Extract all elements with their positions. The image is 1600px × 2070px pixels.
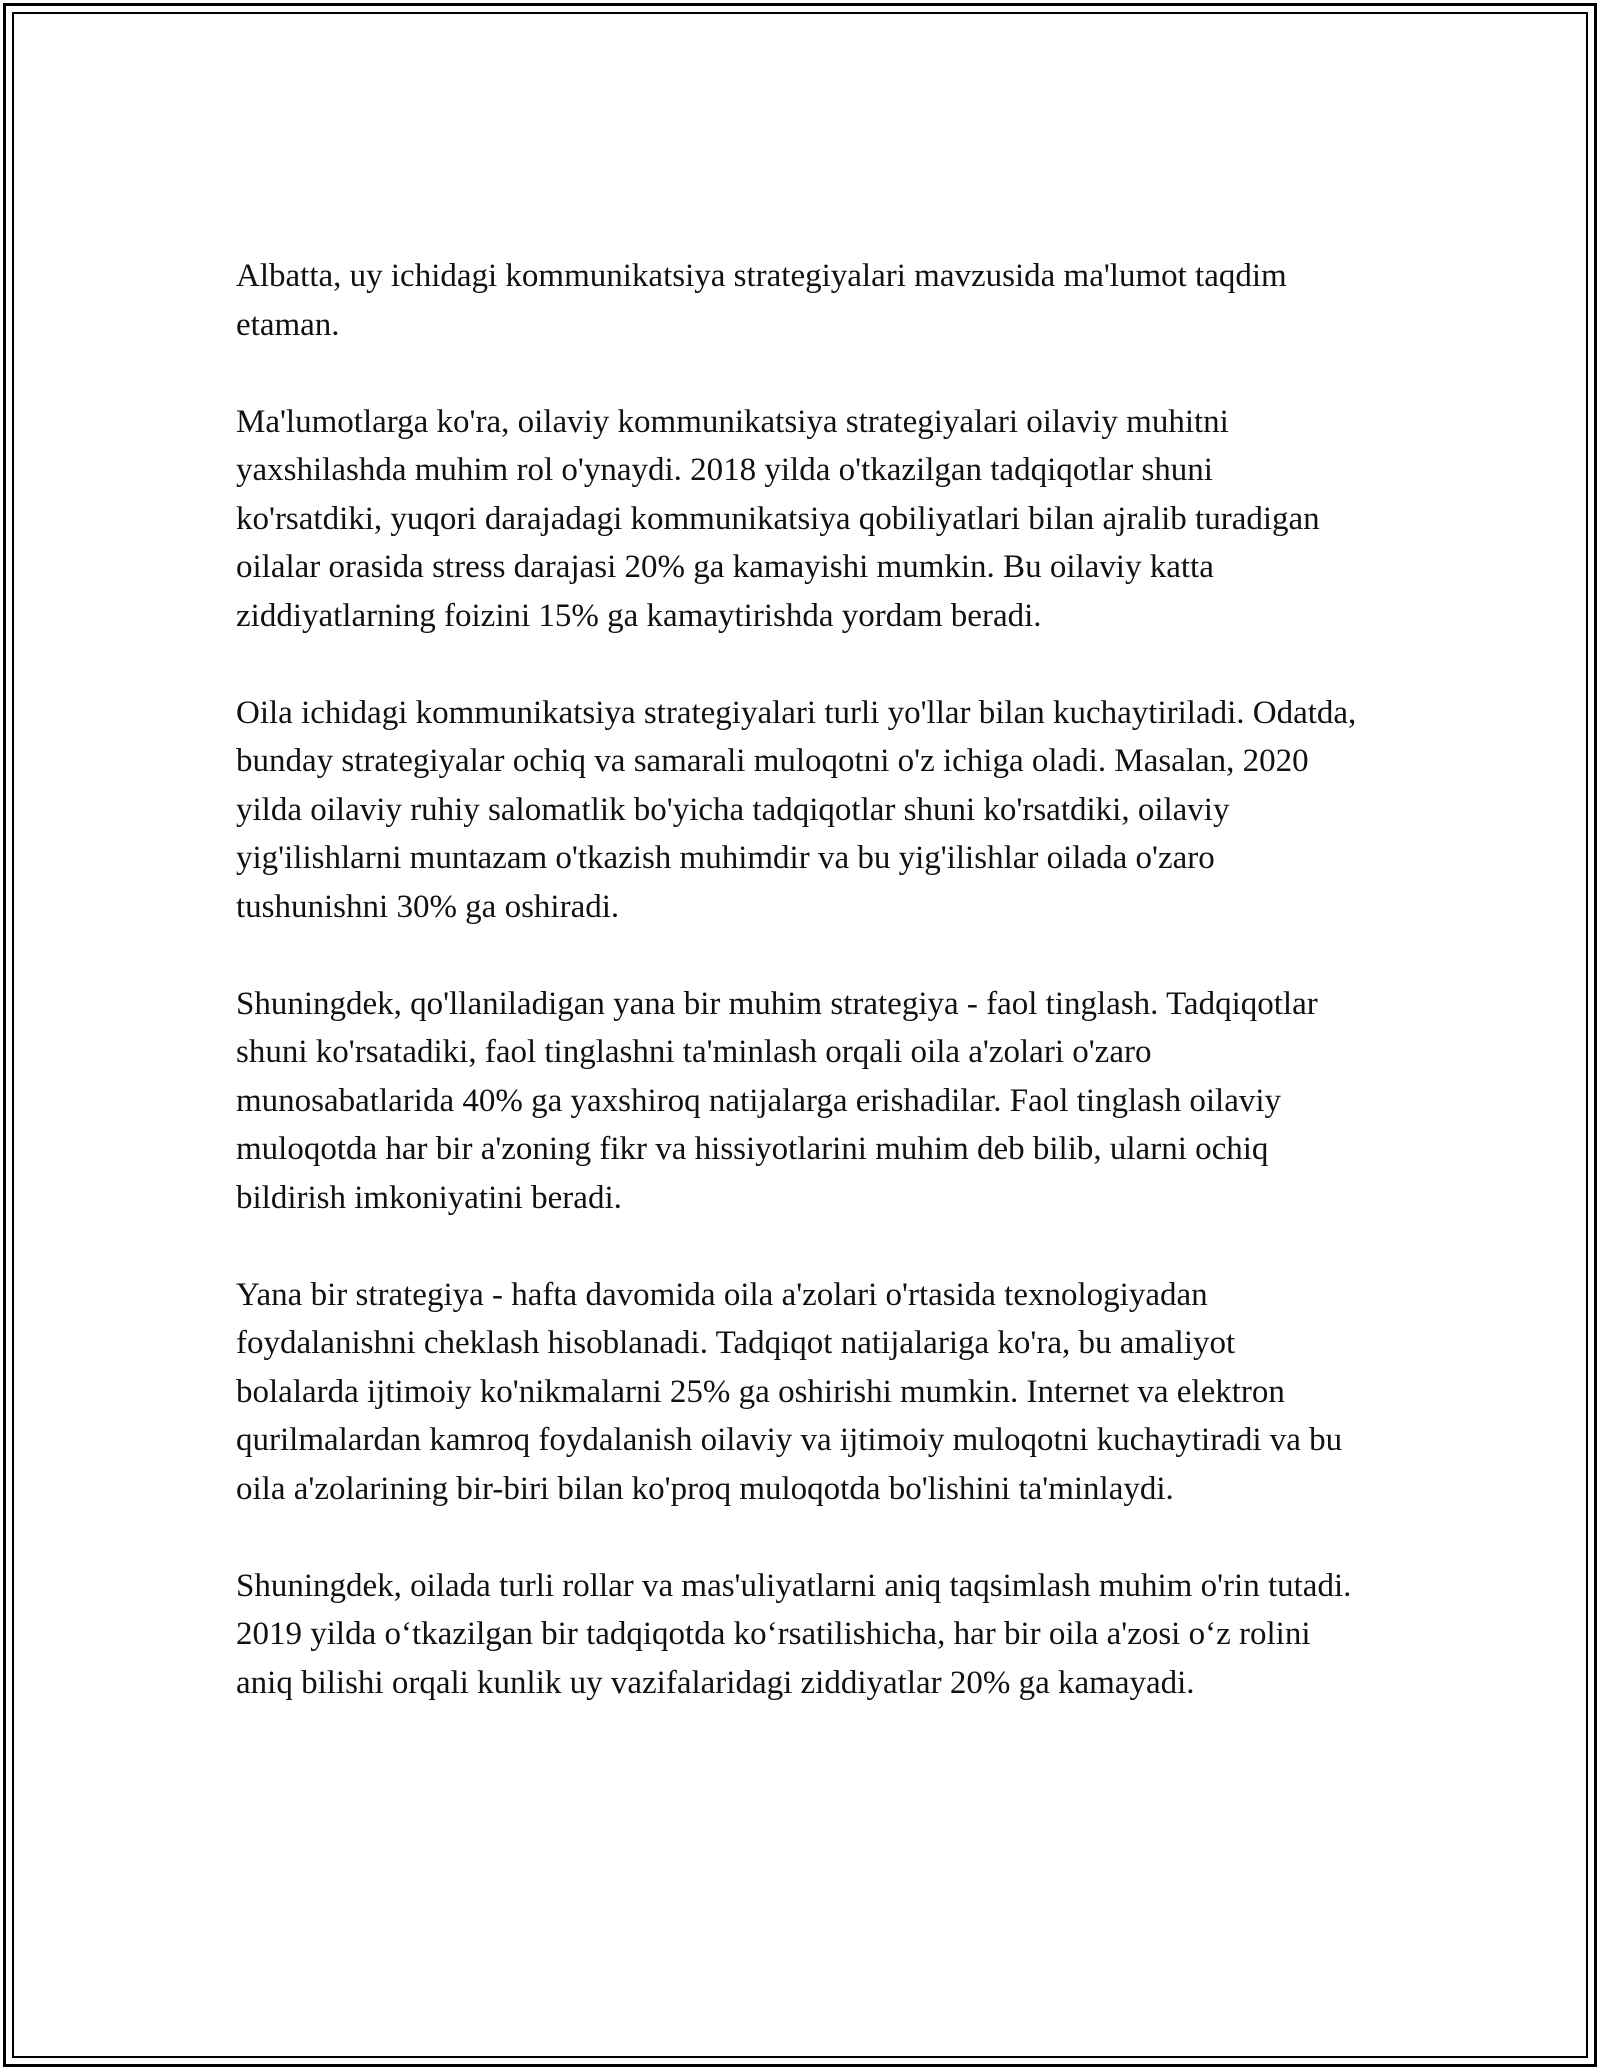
paragraph-roles-responsibilities: Shuningdek, oilada turli rollar va mas'uliyatlarni aniq taqsimlash muhim o'rin tutadi. 2019 yilda o‘tkazilgan bir tadqiqotda ko‘rsatilishicha, har bir oila a'zosi o‘z rolini aniq bilishi orqali kunlik uy vazifalaridagi ziddiyatlar 20% ga kamayadi.: [236, 1567, 1352, 1701]
paragraph-active-listening: Shuningdek, qo'llaniladigan yana bir muhim strategiya - faol tinglash. Tadqiqotlar shuni ko'rsatadiki, faol tinglashni ta'minlash orqali oila a'zolari o'zaro munosabatlarida 40% ga yaxshiroq natijalarga erishadilar. Faol tinglash oilaviy muloqotda har bir a'zoning fikr va hissiyotlarini muhim deb bilib, ularni ochiq bildirish imkoniyatini beradi.: [236, 985, 1318, 1216]
paragraph-communication-role: Ma'lumotlarga ko'ra, oilaviy kommunikatsiya strategiyalari oilaviy muhitni yaxshilashda muhim rol o'ynaydi. 2018 yilda o'tkazilgan tadqiqotlar shuni ko'rsatdiki, yuqori darajadagi kommunikatsiya qobiliyatlari bilan ajralib turadigan oilalar orasida stress darajasi 20% ga kamayishi mumkin. Bu oilaviy katta ziddiyatlarning foizini 15% ga kamaytirishda yordam beradi.: [236, 403, 1320, 634]
paragraph-open-communication: Oila ichidagi kommunikatsiya strategiyalari turli yo'llar bilan kuchaytiriladi. Odatda, bunday strategiyalar ochiq va samarali muloqotni o'z ichiga oladi. Masalan, 2020 yilda oilaviy ruhiy salomatlik bo'yicha tadqiqotlar shuni ko'rsatdiki, oilaviy yig'ilishlarni muntazam o'tkazish muhimdir va bu yig'ilishlar oilada o'zaro tushunishni 30% ga oshiradi.: [236, 694, 1357, 925]
paragraph-technology-limits: Yana bir strategiya - hafta davomida oila a'zolari o'rtasida texnologiyadan foydalanishni cheklash hisoblanadi. Tadqiqot natijalariga ko'ra, bu amaliyot bolalarda ijtimoiy ko'nikmalarni 25% ga oshirishi mumkin. Internet va elektron qurilmalardan kamroq foydalanish oilaviy va ijtimoiy muloqotni kuchaytiradi va bu oila a'zolarining bir-biri bilan ko'proq muloqotda bo'lishini ta'minlaydi.: [236, 1276, 1343, 1507]
document-body: [236, 252, 1366, 1707]
paragraph-intro: Albatta, uy ichidagi kommunikatsiya strategiyalari mavzusida ma'lumot taqdim etaman.: [236, 258, 1287, 343]
